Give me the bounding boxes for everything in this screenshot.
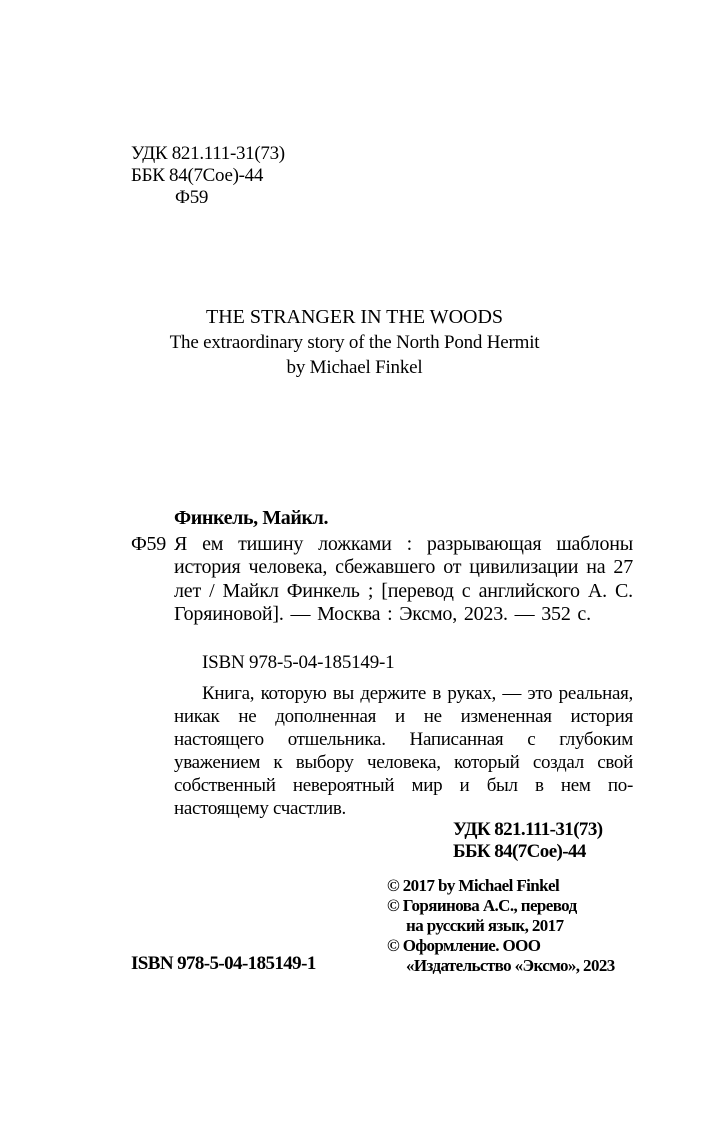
copyright-design: © Оформление. ООО	[387, 936, 541, 955]
bbk-code-bottom: ББК 84(7Сое)-44	[453, 841, 586, 862]
original-author: by Michael Finkel	[286, 357, 423, 378]
copyright-block	[387, 876, 615, 976]
copyright-translation-cont: на русский язык, 2017	[406, 916, 564, 935]
isbn-bottom: ISBN 978-5-04-185149-1	[131, 953, 316, 974]
classification-codes-bottom	[453, 819, 602, 863]
author-mark: Ф59	[175, 187, 209, 208]
catalog-description: Я ем тишину ложками : разрывающая шаблоны история человека, сбежавшего от цивилизации на 27 лет / Майкл Финкель ; [перевод с английского А. С. Горяиновой]. — Москва : Эксмо, 2023. — 352 с.	[174, 532, 633, 625]
bbk-code: ББК 84(7Сое)-44	[131, 165, 264, 186]
udk-code-bottom: УДК 821.111-31(73)	[453, 819, 603, 840]
classification-codes-top	[131, 143, 285, 209]
annotation: Книга, которую вы держите в руках, — это реальная, никак не дополненная и не измененная история настоящего отшельника. Написанная с глубоким уважением к выбору человека, который создал свой собственный невероятный мир и был в нем по-настоящему счастлив.	[174, 683, 633, 819]
original-subtitle: The extraordinary story of the North Pond Hermit	[169, 332, 540, 353]
original-title: THE STRANGER IN THE WOODS	[205, 306, 504, 328]
copyright-translation: © Горяинова А.С., перевод	[387, 896, 577, 915]
catalog-entry	[131, 533, 633, 627]
copyright-author: © 2017 by Michael Finkel	[387, 876, 560, 895]
catalog-author: Финкель, Майкл.	[174, 507, 329, 529]
catalog-code: Ф59	[131, 532, 166, 555]
copyright-design-cont: «Издательство «Эксмо», 2023	[406, 956, 615, 975]
udk-code: УДК 821.111-31(73)	[131, 143, 285, 164]
catalog-record	[131, 507, 633, 627]
catalog-isbn: ISBN 978-5-04-185149-1	[202, 652, 395, 673]
